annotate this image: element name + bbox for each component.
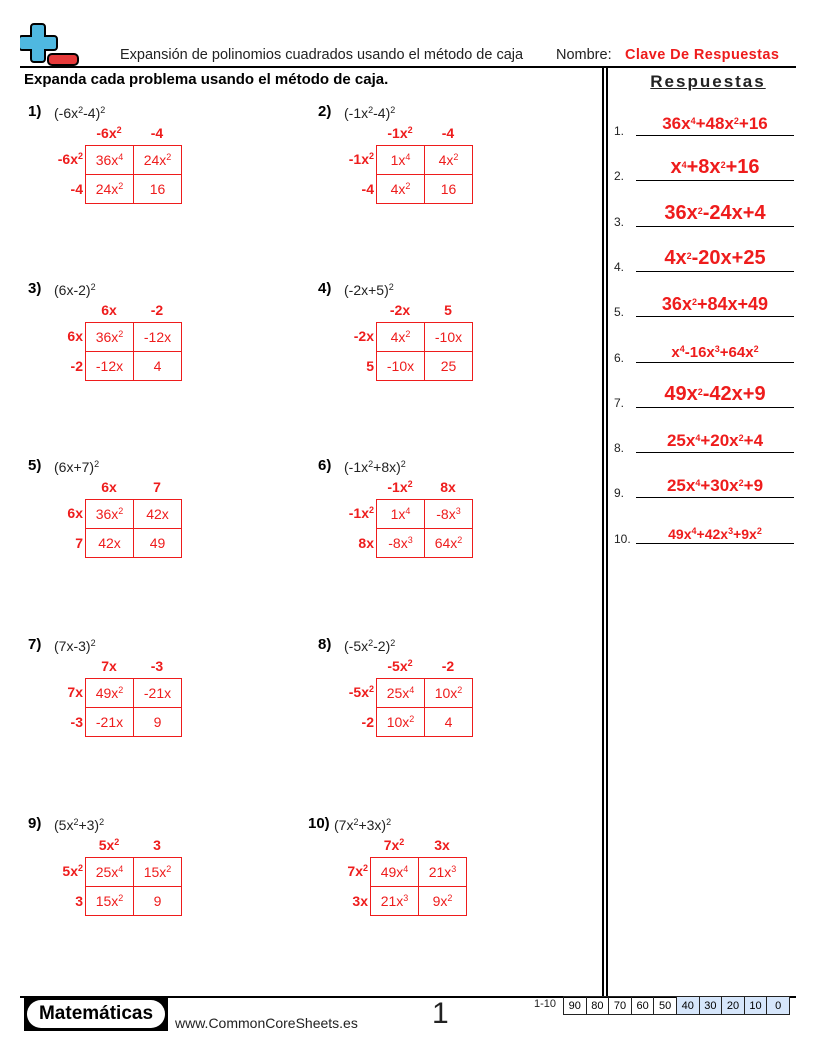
box-cell: 49 [134, 529, 182, 558]
box-cell: $21x^3$ [371, 887, 419, 916]
answer-line [636, 497, 794, 498]
answer-row-3 [614, 199, 794, 229]
answer-row-9 [614, 470, 794, 500]
box-cell: $4x^2$ [425, 146, 473, 175]
box-cell: 4 [425, 708, 473, 737]
problem-number: 6) [318, 457, 332, 474]
multiplication-box [85, 322, 182, 381]
box-row-header: -3 [70, 714, 83, 730]
box-row-header: $-1x^2$ [348, 151, 374, 167]
box-row-header: -2 [361, 714, 374, 730]
box-row-header: 3 [75, 893, 83, 909]
answer-line [636, 452, 794, 453]
box-row-header: -2x [353, 328, 374, 344]
answer-number: 3. [614, 214, 625, 229]
answer-number: 6. [614, 350, 625, 365]
answer-value: $49x^2-42x+9$ [664, 382, 766, 405]
box-cell: 42x [134, 500, 182, 529]
problem-expression: $(-2x+5)^2$ [344, 282, 394, 298]
box-column-header: 3x [434, 837, 450, 853]
page-number: 1 [432, 997, 449, 1030]
problem-expression: $(-5x^2-2)^2$ [344, 638, 396, 654]
score-cell: 80 [586, 997, 609, 1015]
problem-3 [28, 280, 308, 430]
box-row-header: 5 [366, 358, 374, 374]
problem-number: 3) [28, 280, 42, 297]
answer-row-7 [614, 380, 794, 410]
score-cell: 70 [609, 997, 632, 1015]
box-cell: -10x [425, 323, 473, 352]
answer-number: 5. [614, 305, 625, 320]
multiplication-box [376, 678, 473, 737]
box-row-header: $7x^2$ [347, 863, 368, 879]
box-cell: $15x^2$ [134, 858, 182, 887]
answer-row-8 [614, 425, 794, 455]
instructions: Expanda cada problema usando el método de caja. [24, 71, 389, 88]
box-row-header: $-5x^2$ [348, 684, 374, 700]
box-cell: 4 [134, 352, 182, 381]
score-cell: 90 [564, 997, 587, 1015]
score-cell: 30 [699, 997, 722, 1015]
problem-number: 5) [28, 457, 42, 474]
box-cell: $36x^4$ [86, 146, 134, 175]
score-cell: 40 [676, 997, 699, 1015]
answer-row-2 [614, 153, 794, 183]
box-cell: $10x^2$ [425, 679, 473, 708]
score-cell: 60 [631, 997, 654, 1015]
box-cell: $36x^2$ [86, 500, 134, 529]
multiplication-box [85, 678, 182, 737]
name-label: Nombre: [556, 47, 612, 63]
score-cell: 50 [654, 997, 677, 1015]
box-row-header: $-6x^2$ [57, 151, 83, 167]
brand-badge [24, 997, 168, 1031]
answer-line [636, 543, 794, 544]
problem-number: 10) [308, 815, 330, 832]
box-column-header: -4 [150, 125, 164, 141]
answer-value: $4x^2-20x+25$ [664, 246, 766, 269]
answer-row-6 [614, 335, 794, 365]
box-cell: $10x^2$ [377, 708, 425, 737]
answers-title: Respuestas [650, 72, 766, 91]
problem-expression: $(-6x^2-4)^2$ [54, 105, 106, 121]
box-cell: $64x^2$ [425, 529, 473, 558]
box-column-header: 7 [153, 479, 161, 495]
box-cell: $4x^2$ [377, 175, 425, 204]
answer-number: 4. [614, 259, 625, 274]
box-row-header: 7 [75, 535, 83, 551]
answer-line [636, 407, 794, 408]
box-column-header: $7x^2$ [383, 837, 405, 853]
problem-number: 9) [28, 815, 42, 832]
box-column-header: 7x [101, 658, 117, 674]
box-row-header: 3x [352, 893, 368, 909]
box-cell: 9 [134, 708, 182, 737]
box-cell: $-8x^3$ [377, 529, 425, 558]
problem-expression: $(7x^2+3x)^2$ [334, 817, 392, 833]
answer-row-1 [614, 108, 794, 138]
answer-row-5 [614, 289, 794, 319]
box-cell: $36x^2$ [86, 323, 134, 352]
problem-8 [318, 636, 598, 786]
box-column-header: $-1x^2$ [387, 479, 413, 495]
box-row-header: 7x [67, 684, 83, 700]
problem-number: 7) [28, 636, 42, 653]
answer-line [636, 226, 794, 227]
answer-line [636, 180, 794, 181]
answer-value: $36x^4+48x^2+16$ [662, 114, 768, 133]
box-cell: $49x^4$ [371, 858, 419, 887]
box-column-header: 6x [101, 479, 117, 495]
box-column-header: $5x^2$ [98, 837, 120, 853]
answer-number: 9. [614, 486, 625, 501]
box-cell: 9 [134, 887, 182, 916]
box-column-header: 3 [153, 837, 161, 853]
box-cell: $9x^2$ [419, 887, 467, 916]
score-cell: 10 [744, 997, 767, 1015]
problem-10 [308, 815, 588, 965]
box-cell: $1x^4$ [377, 146, 425, 175]
box-cell: $24x^2$ [86, 175, 134, 204]
box-column-header: $-1x^2$ [387, 125, 413, 141]
box-cell: -12x [134, 323, 182, 352]
problem-9 [28, 815, 308, 965]
score-table [563, 996, 790, 1015]
answer-number: 10. [614, 531, 631, 546]
answer-value: $x^4+8x^2+16$ [670, 156, 760, 179]
score-cell: 20 [722, 997, 745, 1015]
box-cell: 16 [425, 175, 473, 204]
problem-number: 8) [318, 636, 332, 653]
multiplication-box [370, 857, 467, 916]
box-row-header: 6x [67, 328, 83, 344]
box-cell: $-8x^3$ [425, 500, 473, 529]
column-divider [602, 68, 608, 996]
box-row-header: $-1x^2$ [348, 505, 374, 521]
box-column-header: -3 [150, 658, 164, 674]
box-cell: 25 [425, 352, 473, 381]
worksheet-title: Expansión de polinomios cuadrados usando el método de caja [120, 47, 524, 63]
box-cell: $21x^3$ [419, 858, 467, 887]
problem-2 [318, 103, 598, 253]
box-row-header: -4 [70, 181, 83, 197]
problem-number: 4) [318, 280, 332, 297]
box-column-header: 5 [444, 302, 452, 318]
plus-minus-logo-icon [20, 22, 80, 66]
brand-label: Matemáticas [27, 1000, 165, 1028]
answer-row-10 [614, 516, 794, 546]
box-cell: -12x [86, 352, 134, 381]
box-row-header: 6x [67, 505, 83, 521]
answer-row-4 [614, 244, 794, 274]
box-column-header: -2 [441, 658, 455, 674]
problem-6 [318, 457, 598, 607]
answer-number: 8. [614, 441, 625, 456]
problem-expression: $(6x+7)^2$ [54, 459, 100, 475]
problem-4 [318, 280, 598, 430]
site-url: www.CommonCoreSheets.es [175, 1015, 358, 1031]
box-column-header: $-5x^2$ [387, 658, 413, 674]
answer-line [636, 135, 794, 136]
answer-value: $36x^2+84x+49$ [661, 294, 769, 315]
box-cell: $24x^2$ [134, 146, 182, 175]
multiplication-box [376, 145, 473, 204]
problem-expression: $(7x-3)^2$ [54, 638, 96, 654]
answer-value: $36x^2-24x+4$ [664, 201, 766, 224]
box-cell: $25x^4$ [86, 858, 134, 887]
answer-value: $25x^4+30x^2+9$ [666, 476, 764, 496]
answer-line [636, 316, 794, 317]
problem-1 [28, 103, 308, 253]
problem-number: 1) [28, 103, 42, 120]
multiplication-box [85, 145, 182, 204]
box-cell: 42x [86, 529, 134, 558]
box-row-header: -4 [361, 181, 374, 197]
box-cell: -21x [86, 708, 134, 737]
box-column-header: 8x [440, 479, 456, 495]
problem-number: 2) [318, 103, 332, 120]
multiplication-box [85, 499, 182, 558]
answer-value: $x^4-16x^3+64x^2$ [671, 343, 759, 361]
box-column-header: -2 [150, 302, 164, 318]
problem-7 [28, 636, 308, 786]
box-cell: 16 [134, 175, 182, 204]
answer-value: $25x^4+20x^2+4$ [666, 431, 764, 451]
box-column-header: $-6x^2$ [96, 125, 122, 141]
problem-expression: $(-1x^2+8x)^2$ [344, 459, 406, 475]
box-cell: $1x^4$ [377, 500, 425, 529]
box-cell: -10x [377, 352, 425, 381]
box-cell: $49x^2$ [86, 679, 134, 708]
box-row-header: $5x^2$ [62, 863, 83, 879]
problem-expression: $(6x-2)^2$ [54, 282, 96, 298]
score-cell: 0 [767, 997, 790, 1015]
answer-number: 1. [614, 124, 625, 138]
name-value: Clave De Respuestas [625, 47, 780, 63]
score-range-label: 1-10 [534, 998, 557, 1010]
multiplication-box [376, 499, 473, 558]
box-column-header: 6x [101, 302, 117, 318]
header-rule [20, 66, 796, 68]
box-row-header: 8x [358, 535, 374, 551]
answer-value: $49x^4+42x^3+9x^2$ [668, 525, 762, 542]
box-row-header: -2 [70, 358, 83, 374]
answer-line [636, 271, 794, 272]
problem-5 [28, 457, 308, 607]
box-cell: $25x^4$ [377, 679, 425, 708]
answer-number: 7. [614, 395, 625, 410]
box-column-header: -4 [441, 125, 455, 141]
answer-line [636, 362, 794, 363]
problem-expression: $(5x^2+3)^2$ [54, 817, 105, 833]
multiplication-box [85, 857, 182, 916]
box-cell: $15x^2$ [86, 887, 134, 916]
problem-expression: $(-1x^2-4)^2$ [344, 105, 396, 121]
answer-number: 2. [614, 169, 625, 184]
multiplication-box [376, 322, 473, 381]
box-column-header: -2x [389, 302, 411, 318]
box-cell: -21x [134, 679, 182, 708]
box-cell: $4x^2$ [377, 323, 425, 352]
